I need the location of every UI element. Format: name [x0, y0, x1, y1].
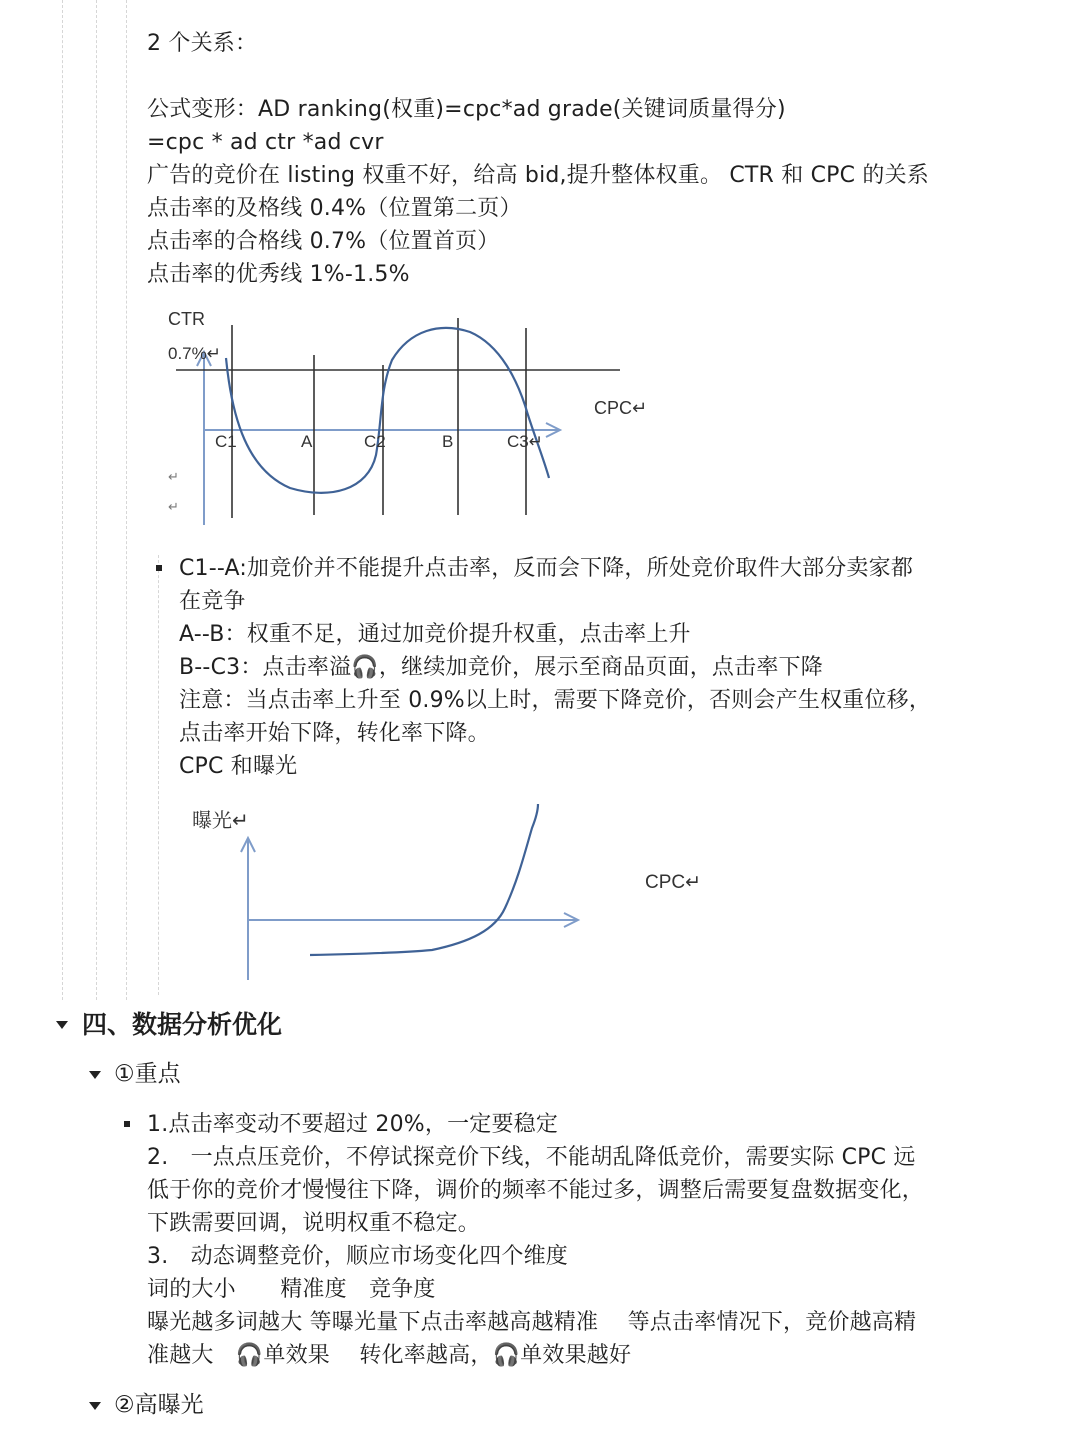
- formula-line: =cpc * ad ctr *ad cvr: [147, 130, 384, 155]
- key-point-line: 准越大 🎧单效果 转化率越高，🎧单效果越好: [147, 1343, 632, 1368]
- subsection-heading: ②高曝光: [114, 1392, 204, 1418]
- relations-title: 2 个关系：: [147, 31, 258, 56]
- ctr-axis-label: CTR: [168, 309, 205, 329]
- key-point-line: 下跌需要回调，说明权重不稳定。: [147, 1211, 481, 1236]
- text-line: 广告的竞价在 listing 权重不好，给高 bid,提升整体权重。 CTR 和 CPC 的关系: [147, 163, 929, 188]
- ctr-ref-label: 0.7%↵: [168, 344, 221, 363]
- bullet-square: [156, 565, 162, 571]
- key-point-line: 3. 动态调整竞价，顺应市场变化四个维度: [147, 1244, 568, 1269]
- exposure-cpc-label: CPC↵: [645, 872, 702, 893]
- analysis-line: 注意：当点击率上升至 0.9%以上时，需要下降竞价，否则会产生权重位移，: [179, 688, 932, 713]
- point-label-a: A: [301, 432, 313, 451]
- return-mark: ↵: [168, 499, 179, 514]
- ctr-curve: [226, 328, 549, 493]
- key-point-line: 1.点击率变动不要超过 20%，一定要稳定: [147, 1112, 559, 1137]
- collapse-toggle-icon[interactable]: [89, 1071, 101, 1079]
- point-label-c3: C3↵: [507, 432, 543, 451]
- analysis-line: C1--A:加竞价并不能提升点击率，反而会下降，所处竞价取件大部分卖家都: [179, 556, 914, 581]
- key-point-line: 2. 一点点压竞价，不停试探竞价下线，不能胡乱降低竞价，需要实际 CPC 远: [147, 1145, 916, 1170]
- point-label-c2: C2: [364, 432, 386, 451]
- text-line: 点击率的合格线 0.7%（位置首页）: [147, 229, 500, 254]
- bullet-square: [124, 1121, 130, 1127]
- point-label-b: B: [442, 432, 454, 451]
- analysis-line: 点击率开始下降，转化率下降。: [179, 721, 490, 746]
- collapse-toggle-icon[interactable]: [89, 1402, 101, 1410]
- section-heading: 四、数据分析优化: [82, 1010, 283, 1039]
- ctr-cpc-chart: [0, 0, 1080, 560]
- point-label-c1: C1: [215, 432, 237, 451]
- exposure-axis-label: 曝光↵: [192, 810, 249, 832]
- text-line: 点击率的及格线 0.4%（位置第二页）: [147, 196, 522, 221]
- analysis-line: B--C3：点击率溢🎧，继续加竞价，展示至商品页面，点击率下降: [179, 655, 823, 680]
- formula-line: 公式变形：AD ranking(权重)=cpc*ad grade(关键词质量得分): [147, 97, 786, 122]
- return-mark: ↵: [168, 469, 179, 484]
- exposure-cpc-chart: [0, 790, 1080, 1000]
- analysis-line: 在竞争: [179, 589, 246, 614]
- analysis-line: A--B：权重不足，通过加竞价提升权重，点击率上升: [179, 622, 691, 647]
- text-line: 点击率的优秀线 1%-1.5%: [147, 262, 410, 287]
- key-point-line: 曝光越多词越大 等曝光量下点击率越高越精准 等点击率情况下，竞价越高精: [147, 1310, 917, 1335]
- collapse-toggle-icon[interactable]: [56, 1021, 68, 1029]
- exposure-curve: [310, 804, 538, 955]
- subsection-heading: ①重点: [114, 1061, 181, 1087]
- key-point-line: 低于你的竞价才慢慢往下降，调价的频率不能过多，调整后需要复盘数据变化，: [147, 1178, 925, 1203]
- cpc-axis-label: CPC↵: [594, 398, 648, 418]
- key-point-line: 词的大小 精准度 竞争度: [147, 1277, 436, 1302]
- analysis-line: CPC 和曝光: [179, 754, 298, 779]
